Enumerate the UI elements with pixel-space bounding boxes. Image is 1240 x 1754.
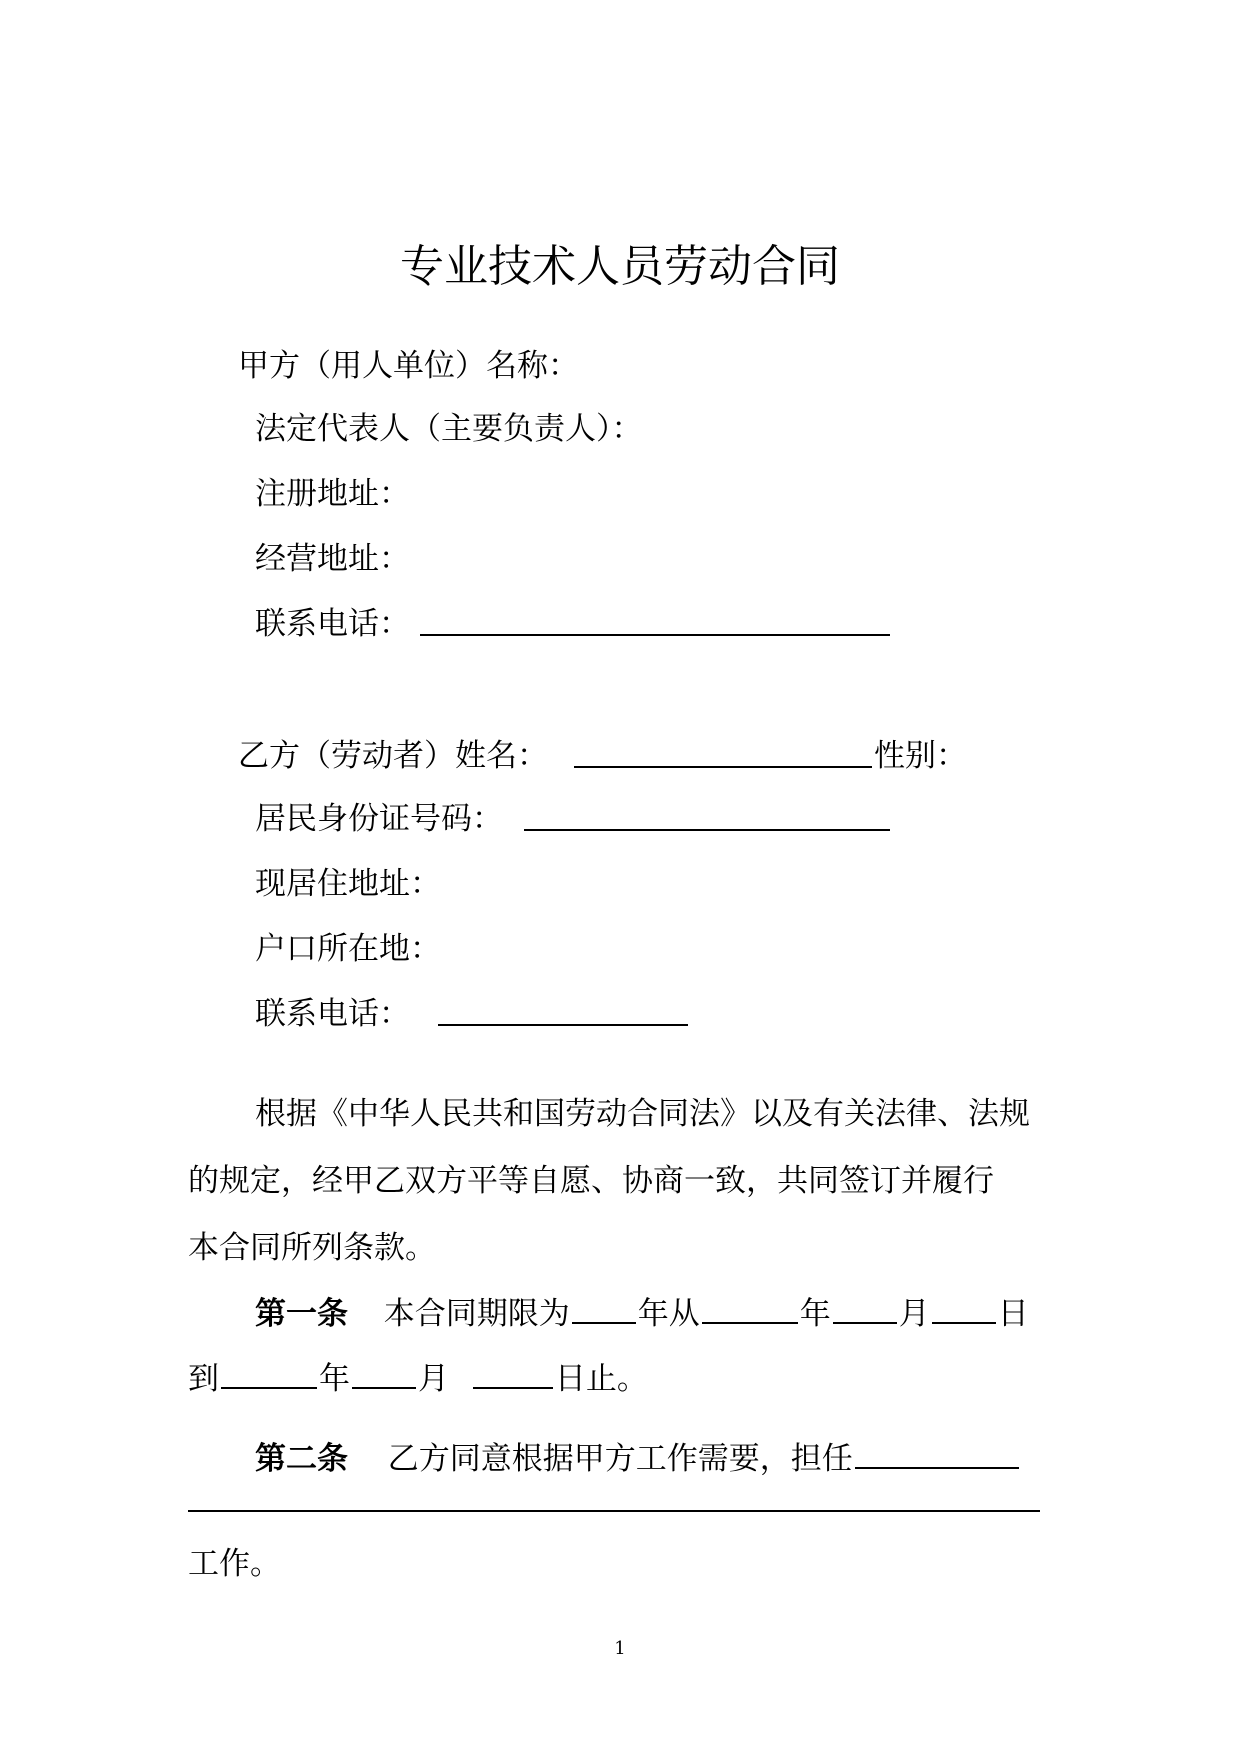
article-2-label: 第二条 bbox=[255, 1441, 348, 1477]
article-1-text-month: 月 bbox=[898, 1296, 930, 1332]
party-b-id-blank bbox=[524, 829, 890, 831]
article-1-text-term: 本合同期限为 bbox=[383, 1296, 570, 1332]
article-1-end-month-blank bbox=[352, 1357, 416, 1389]
article-2-text: 乙方同意根据甲方工作需要，担任 bbox=[387, 1441, 853, 1477]
article-2-position-blank bbox=[855, 1437, 1019, 1469]
article-1-text-to: 到 bbox=[188, 1361, 219, 1397]
article-1-start-day-blank bbox=[932, 1292, 996, 1324]
article-1-end-day-blank bbox=[473, 1357, 553, 1389]
intro-line-3: 本合同所列条款。 bbox=[188, 1230, 436, 1266]
party-a-heading: 甲方（用人单位）名称： bbox=[238, 348, 579, 384]
party-b-household-label: 户口所在地： bbox=[255, 931, 441, 967]
article-1-text-day: 日 bbox=[997, 1296, 1029, 1332]
article-1-text-end-month: 月 bbox=[418, 1361, 449, 1397]
party-b-phone-label: 联系电话： bbox=[255, 996, 410, 1032]
party-b-gender-label: 性别： bbox=[874, 738, 967, 774]
article-1-text-from: 年从 bbox=[637, 1296, 700, 1332]
article-1-start-month-blank bbox=[833, 1292, 897, 1324]
article-1-text-year: 年 bbox=[799, 1296, 831, 1332]
party-b-name-blank bbox=[574, 766, 872, 768]
party-a-phone-label: 联系电话： bbox=[255, 606, 410, 642]
party-a-phone-blank bbox=[420, 634, 890, 636]
intro-line-1: 根据《中华人民共和国劳动合同法》以及有关法律、法规 bbox=[255, 1096, 1030, 1132]
article-1-line-1 bbox=[255, 1288, 1029, 1333]
document-title: 专业技术人员劳动合同 bbox=[400, 241, 840, 292]
party-a-reg-address-label: 注册地址： bbox=[255, 476, 410, 512]
article-2-line-1 bbox=[255, 1433, 1021, 1478]
party-a-legal-rep-label: 法定代表人（主要负责人）： bbox=[255, 411, 643, 447]
article-1-years-blank bbox=[572, 1292, 636, 1324]
article-2-tail: 工作。 bbox=[188, 1546, 281, 1582]
page-number: 1 bbox=[614, 1638, 626, 1659]
article-1-text-end: 日止。 bbox=[554, 1361, 648, 1397]
article-1-start-year-blank bbox=[702, 1292, 798, 1324]
article-1-line-2 bbox=[188, 1353, 648, 1398]
article-2-position-blank-line bbox=[188, 1510, 1040, 1512]
article-1-end-year-blank bbox=[221, 1357, 317, 1389]
party-b-id-label: 居民身份证号码： bbox=[255, 801, 503, 837]
party-b-heading: 乙方（劳动者）姓名： bbox=[238, 738, 548, 774]
article-1-label: 第一条 bbox=[255, 1296, 348, 1332]
party-b-current-address-label: 现居住地址： bbox=[255, 866, 441, 902]
party-a-biz-address-label: 经营地址： bbox=[255, 541, 410, 577]
intro-line-2: 的规定，经甲乙双方平等自愿、协商一致，共同签订并履行 bbox=[188, 1163, 994, 1199]
article-1-text-end-year: 年 bbox=[319, 1361, 350, 1397]
party-b-phone-blank bbox=[438, 1024, 688, 1026]
